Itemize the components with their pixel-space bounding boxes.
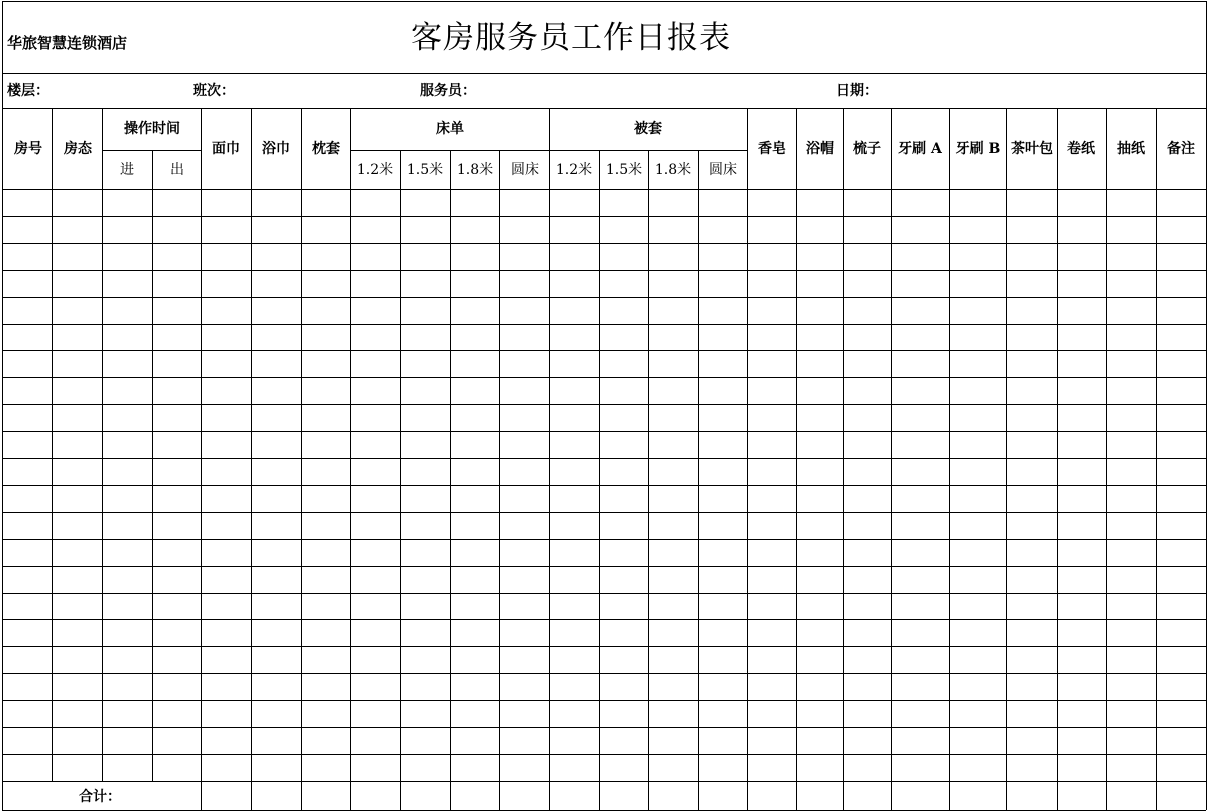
column-line	[698, 150, 699, 810]
row-line	[2, 566, 1206, 567]
header-bottom-line	[2, 189, 1206, 190]
column-line	[1057, 108, 1058, 810]
row-line	[2, 485, 1206, 486]
column-line	[1106, 108, 1107, 810]
header-bath-towel: 浴巾	[262, 141, 290, 157]
sheet-left-border	[2, 1, 3, 810]
row-line	[2, 512, 1206, 513]
header-time-out: 出	[170, 162, 184, 178]
header-room-status: 房态	[64, 141, 92, 157]
column-line	[350, 108, 351, 810]
row-line	[2, 216, 1206, 217]
header-pillowcase: 枕套	[312, 141, 340, 157]
column-line	[301, 108, 302, 810]
total-label: 合计：	[79, 789, 121, 805]
header-shower-cap: 浴帽	[806, 141, 834, 157]
hotel-name: 华旅智慧连锁酒店	[7, 34, 128, 52]
row-line	[2, 350, 1206, 351]
header-tissue: 抽纸	[1117, 141, 1145, 157]
header-duvet-1-2m: 1.2米	[555, 162, 593, 178]
header-sheet-1-8m: 1.8米	[456, 162, 494, 178]
header-face-towel: 面巾	[212, 141, 240, 157]
sheet-bottom-border	[2, 810, 1206, 811]
row-line	[2, 243, 1206, 244]
header-soap: 香皂	[758, 141, 786, 157]
report-title: 客房服务员工作日报表	[411, 20, 731, 56]
row-line	[2, 458, 1206, 459]
column-line	[52, 108, 53, 781]
header-duvet-cover: 被套	[634, 121, 662, 137]
header-duvet-1-8m: 1.8米	[654, 162, 692, 178]
column-line	[201, 108, 202, 810]
header-room-no: 房号	[14, 141, 42, 157]
header-sheet-1-2m: 1.2米	[356, 162, 394, 178]
row-line	[2, 324, 1206, 325]
header-toilet-roll: 卷纸	[1067, 141, 1095, 157]
header-comb: 梳子	[853, 141, 881, 157]
header-time-in: 进	[120, 162, 134, 178]
row-line	[2, 297, 1206, 298]
column-line	[648, 150, 649, 810]
column-line	[102, 108, 103, 781]
header-tea-bag: 茶叶包	[1011, 141, 1053, 157]
row-line	[2, 673, 1206, 674]
header-sheet-round: 圆床	[511, 162, 539, 178]
row-line	[2, 727, 1206, 728]
column-line	[499, 150, 500, 810]
column-line	[152, 150, 153, 781]
column-line	[400, 150, 401, 810]
column-line	[1006, 108, 1007, 810]
date-label: 日期：	[836, 83, 878, 99]
row-line	[2, 539, 1206, 540]
header-duvet-round: 圆床	[709, 162, 737, 178]
row-line	[2, 593, 1206, 594]
column-line	[549, 108, 550, 810]
column-line	[599, 150, 600, 810]
row-line	[2, 377, 1206, 378]
header-bed-sheet: 床单	[436, 121, 464, 137]
info-band-border	[2, 108, 1206, 109]
column-line	[796, 108, 797, 810]
header-sheet-1-5m: 1.5米	[406, 162, 444, 178]
column-line	[450, 150, 451, 810]
row-line	[2, 431, 1206, 432]
column-line	[747, 108, 748, 810]
row-line	[2, 754, 1206, 755]
row-line	[2, 700, 1206, 701]
title-band-border	[2, 73, 1206, 74]
column-line	[1156, 108, 1157, 810]
sheet-top-border	[2, 1, 1206, 2]
row-line	[2, 619, 1206, 620]
header-toothbrush-b: 牙刷 B	[955, 141, 1001, 157]
column-line	[843, 108, 844, 810]
attendant-label: 服务员：	[420, 83, 476, 99]
column-line	[891, 108, 892, 810]
row-line	[2, 404, 1206, 405]
floor-label: 楼层：	[7, 83, 49, 99]
header-duvet-1-5m: 1.5米	[605, 162, 643, 178]
header-remarks: 备注	[1167, 141, 1195, 157]
column-line	[949, 108, 950, 810]
column-line	[251, 108, 252, 810]
header-operation-time: 操作时间	[124, 121, 180, 137]
header-toothbrush-a: 牙刷 A	[898, 141, 942, 157]
row-line	[2, 646, 1206, 647]
shift-label: 班次：	[193, 83, 235, 99]
row-line	[2, 270, 1206, 271]
row-line	[2, 781, 1206, 782]
